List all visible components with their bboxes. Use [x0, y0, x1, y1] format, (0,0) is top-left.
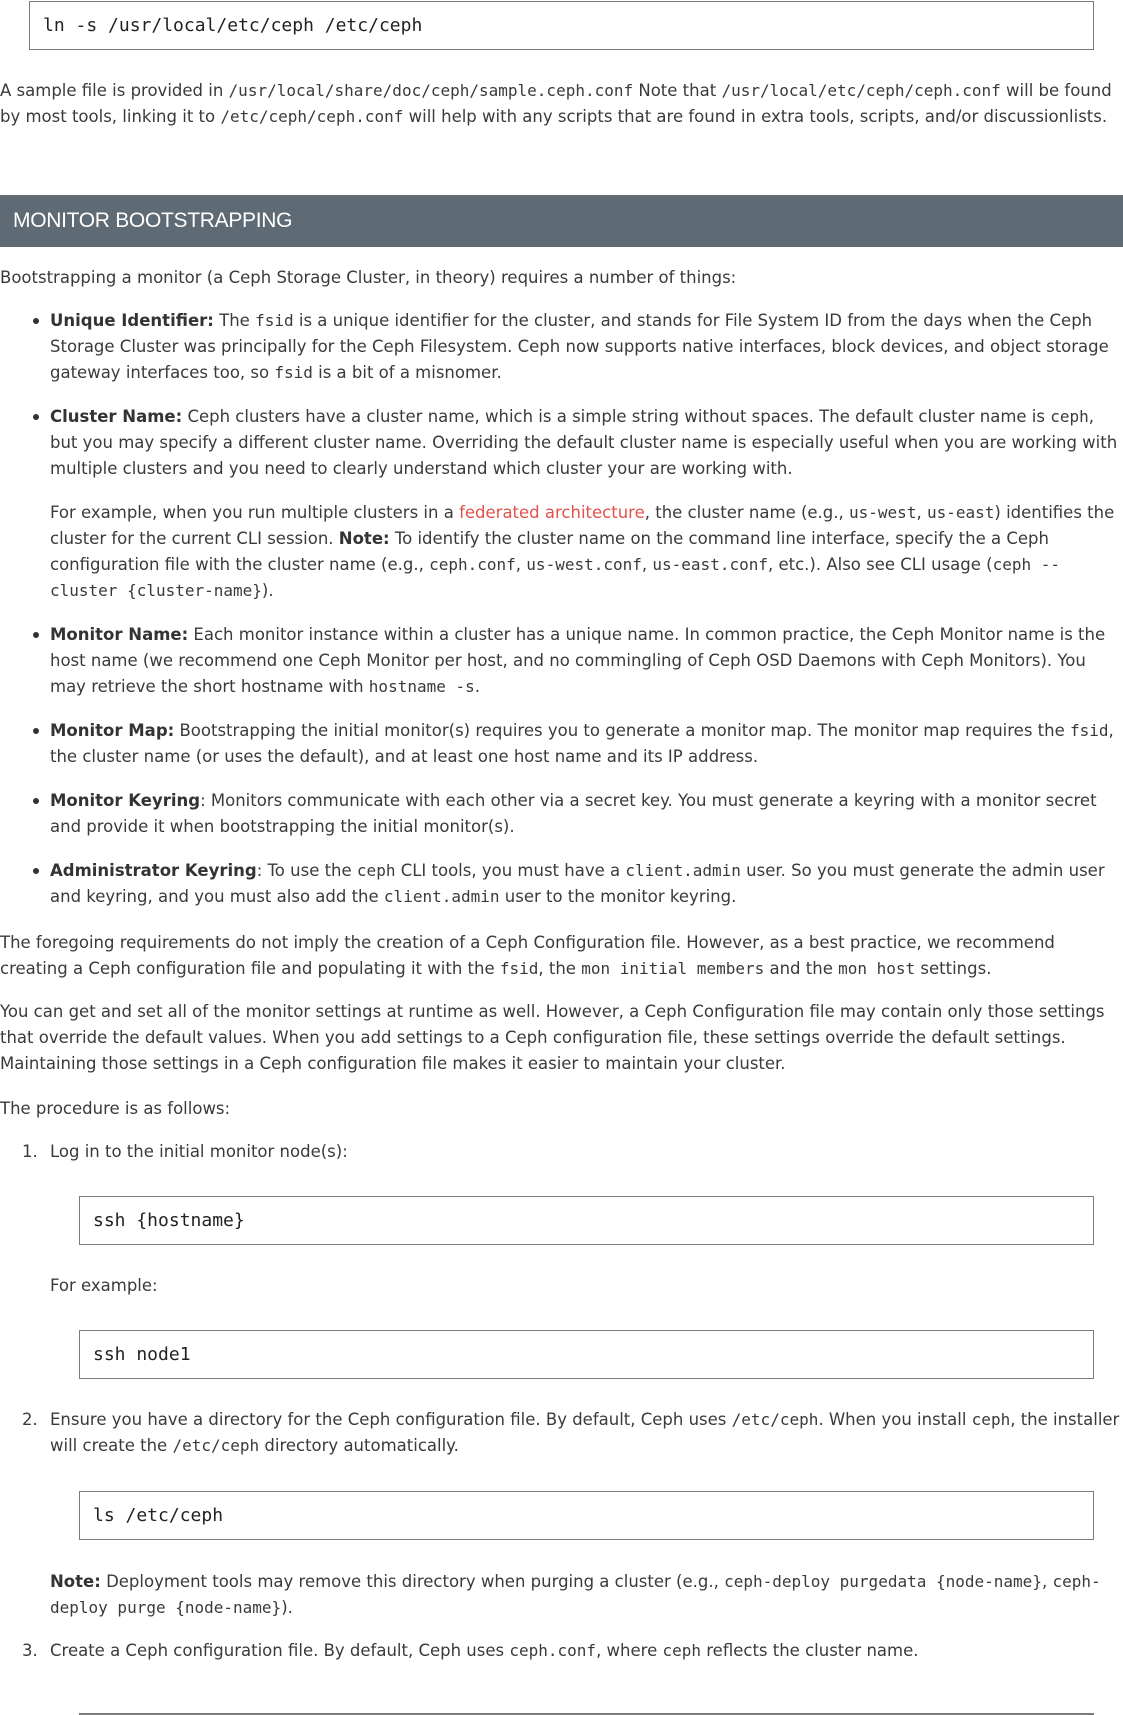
bullet-icon — [33, 414, 39, 420]
code-text: ssh node1 — [93, 1344, 191, 1365]
code-block-ls-etc-ceph — [79, 1491, 1094, 1540]
runtime-paragraph: You can get and set all of the monitor settings at runtime as well. However, a Ceph Configuration file may contain only those settings that override the default values. When you add settings to a Ceph configuration file, these settings override the default settings. Maintaining those settings in a Ceph configuration file makes it easier to maintain your cluster. — [0, 1002, 1105, 1073]
code-text: ln -s /usr/local/etc/ceph /etc/ceph — [43, 15, 423, 36]
bullet-icon — [33, 798, 39, 804]
list-item: Administrator Keyring: To use the ceph CLI tools, you must have a client.admin user. So you must generate the admin user and keyring, and you must also add the client.admin user to the monitor keyring. — [0, 858, 1123, 910]
step-number: 1. — [22, 1142, 38, 1161]
intro-paragraph: A sample file is provided in /usr/local/share/doc/ceph/sample.ceph.conf Note that /usr/local/etc/ceph/ceph.conf will be found by most tools, linking it to /etc/ceph/ceph.conf will help with any scripts that are found in extra tools, scripts, and/or discussionlists. — [0, 81, 1112, 126]
code-block-ssh-node1 — [79, 1330, 1094, 1379]
bullet-icon — [33, 632, 39, 638]
requirements-list — [0, 308, 1123, 910]
step-number: 2. — [22, 1410, 38, 1429]
cluster-name-example: For example, when you run multiple clusters in a federated architecture, the cluster name (e.g., us-west, us-east) identifies the cluster for the current CLI session. Note: To identify the cluster name on the command line interface, specify the a Ceph configuration file with the cluster name (e.g., ceph.conf, us-west.conf, us-east.conf, etc.). Also see CLI usage (ceph --cluster {cluster-name}). — [50, 503, 1115, 600]
step-3-text: Create a Ceph configuration file. By default, Ceph uses ceph.conf, where ceph reflects the cluster name. — [50, 1641, 919, 1660]
federated-architecture-link[interactable]: federated architecture — [459, 503, 645, 522]
list-item: Unique Identifier: The fsid is a unique identifier for the cluster, and stands for File System ID from the days when the Ceph Storage Cluster was principally for the Ceph Filesystem. Ceph now supports native interfaces, block devices, and object storage gateway interfaces too, so fsid is a bit of a misnomer. — [0, 308, 1123, 386]
code-text: ssh {hostname} — [93, 1210, 245, 1231]
code-block-symlink — [29, 1, 1094, 50]
code-block-ssh-hostname — [79, 1196, 1094, 1245]
bullet-icon — [33, 318, 39, 324]
list-item: Monitor Map: Bootstrapping the initial monitor(s) requires you to generate a monitor map. The monitor map requires the fsid, the cluster name (or uses the default), and at least one host name and its IP address. — [0, 718, 1123, 770]
list-item: Monitor Keyring: Monitors communicate with each other via a secret key. You must generate a keyring with a monitor secret and provide it when bootstrapping the initial monitor(s). — [0, 788, 1123, 840]
code-text: ls /etc/ceph — [93, 1505, 224, 1526]
step-1-text: Log in to the initial monitor node(s): — [50, 1142, 348, 1161]
step-number: 3. — [22, 1641, 38, 1660]
example-label: For example: — [50, 1276, 158, 1295]
foregoing-paragraph: The foregoing requirements do not imply the creation of a Ceph Configuration file. However, as a best practice, we recommend creating a Ceph configuration file and populating it with the fsid, the mon initial members and the mon host settings. — [0, 933, 1055, 978]
section-title: MONITOR BOOTSTRAPPING — [13, 209, 293, 232]
bullet-icon — [33, 728, 39, 734]
lead-paragraph: Bootstrapping a monitor (a Ceph Storage Cluster, in theory) requires a number of things: — [0, 268, 737, 287]
list-item: Cluster Name: Ceph clusters have a cluster name, which is a simple string without spaces. The default cluster name is ceph, but you may specify a different cluster name. Overriding the default cluster name is especially useful when you are working with multiple clusters and you need to clearly understand which cluster your are working with. For example, when you run multiple clusters in a federated architecture, the cluster name (e.g., us-west, us-east) identifies the cluster for the current CLI session. Note: To identify the cluster name on the command line interface, specify the a Ceph configuration file with the cluster name (e.g., ceph.conf, us-west.conf, us-east.conf, etc.). Also see CLI usage (ceph --cluster {cluster-name}). — [0, 404, 1123, 604]
list-item: Monitor Name: Each monitor instance within a cluster has a unique name. In common practice, the Ceph Monitor name is the host name (we recommend one Ceph Monitor per host, and no commingling of Ceph OSD Daemons with Ceph Monitors). You may retrieve the short hostname with hostname -s. — [0, 622, 1123, 700]
procedure-intro: The procedure is as follows: — [0, 1099, 231, 1118]
step-2-note: Note: Deployment tools may remove this directory when purging a cluster (e.g., ceph-deploy purgedata {node-name}, ceph-deploy purge {node-name}). — [50, 1572, 1101, 1617]
step-2-text: Ensure you have a directory for the Ceph configuration file. By default, Ceph uses /etc/ceph. When you install ceph, the installer will create the /etc/ceph directory automatically. — [50, 1410, 1120, 1455]
bullet-icon — [33, 868, 39, 874]
section-heading — [0, 195, 1123, 247]
